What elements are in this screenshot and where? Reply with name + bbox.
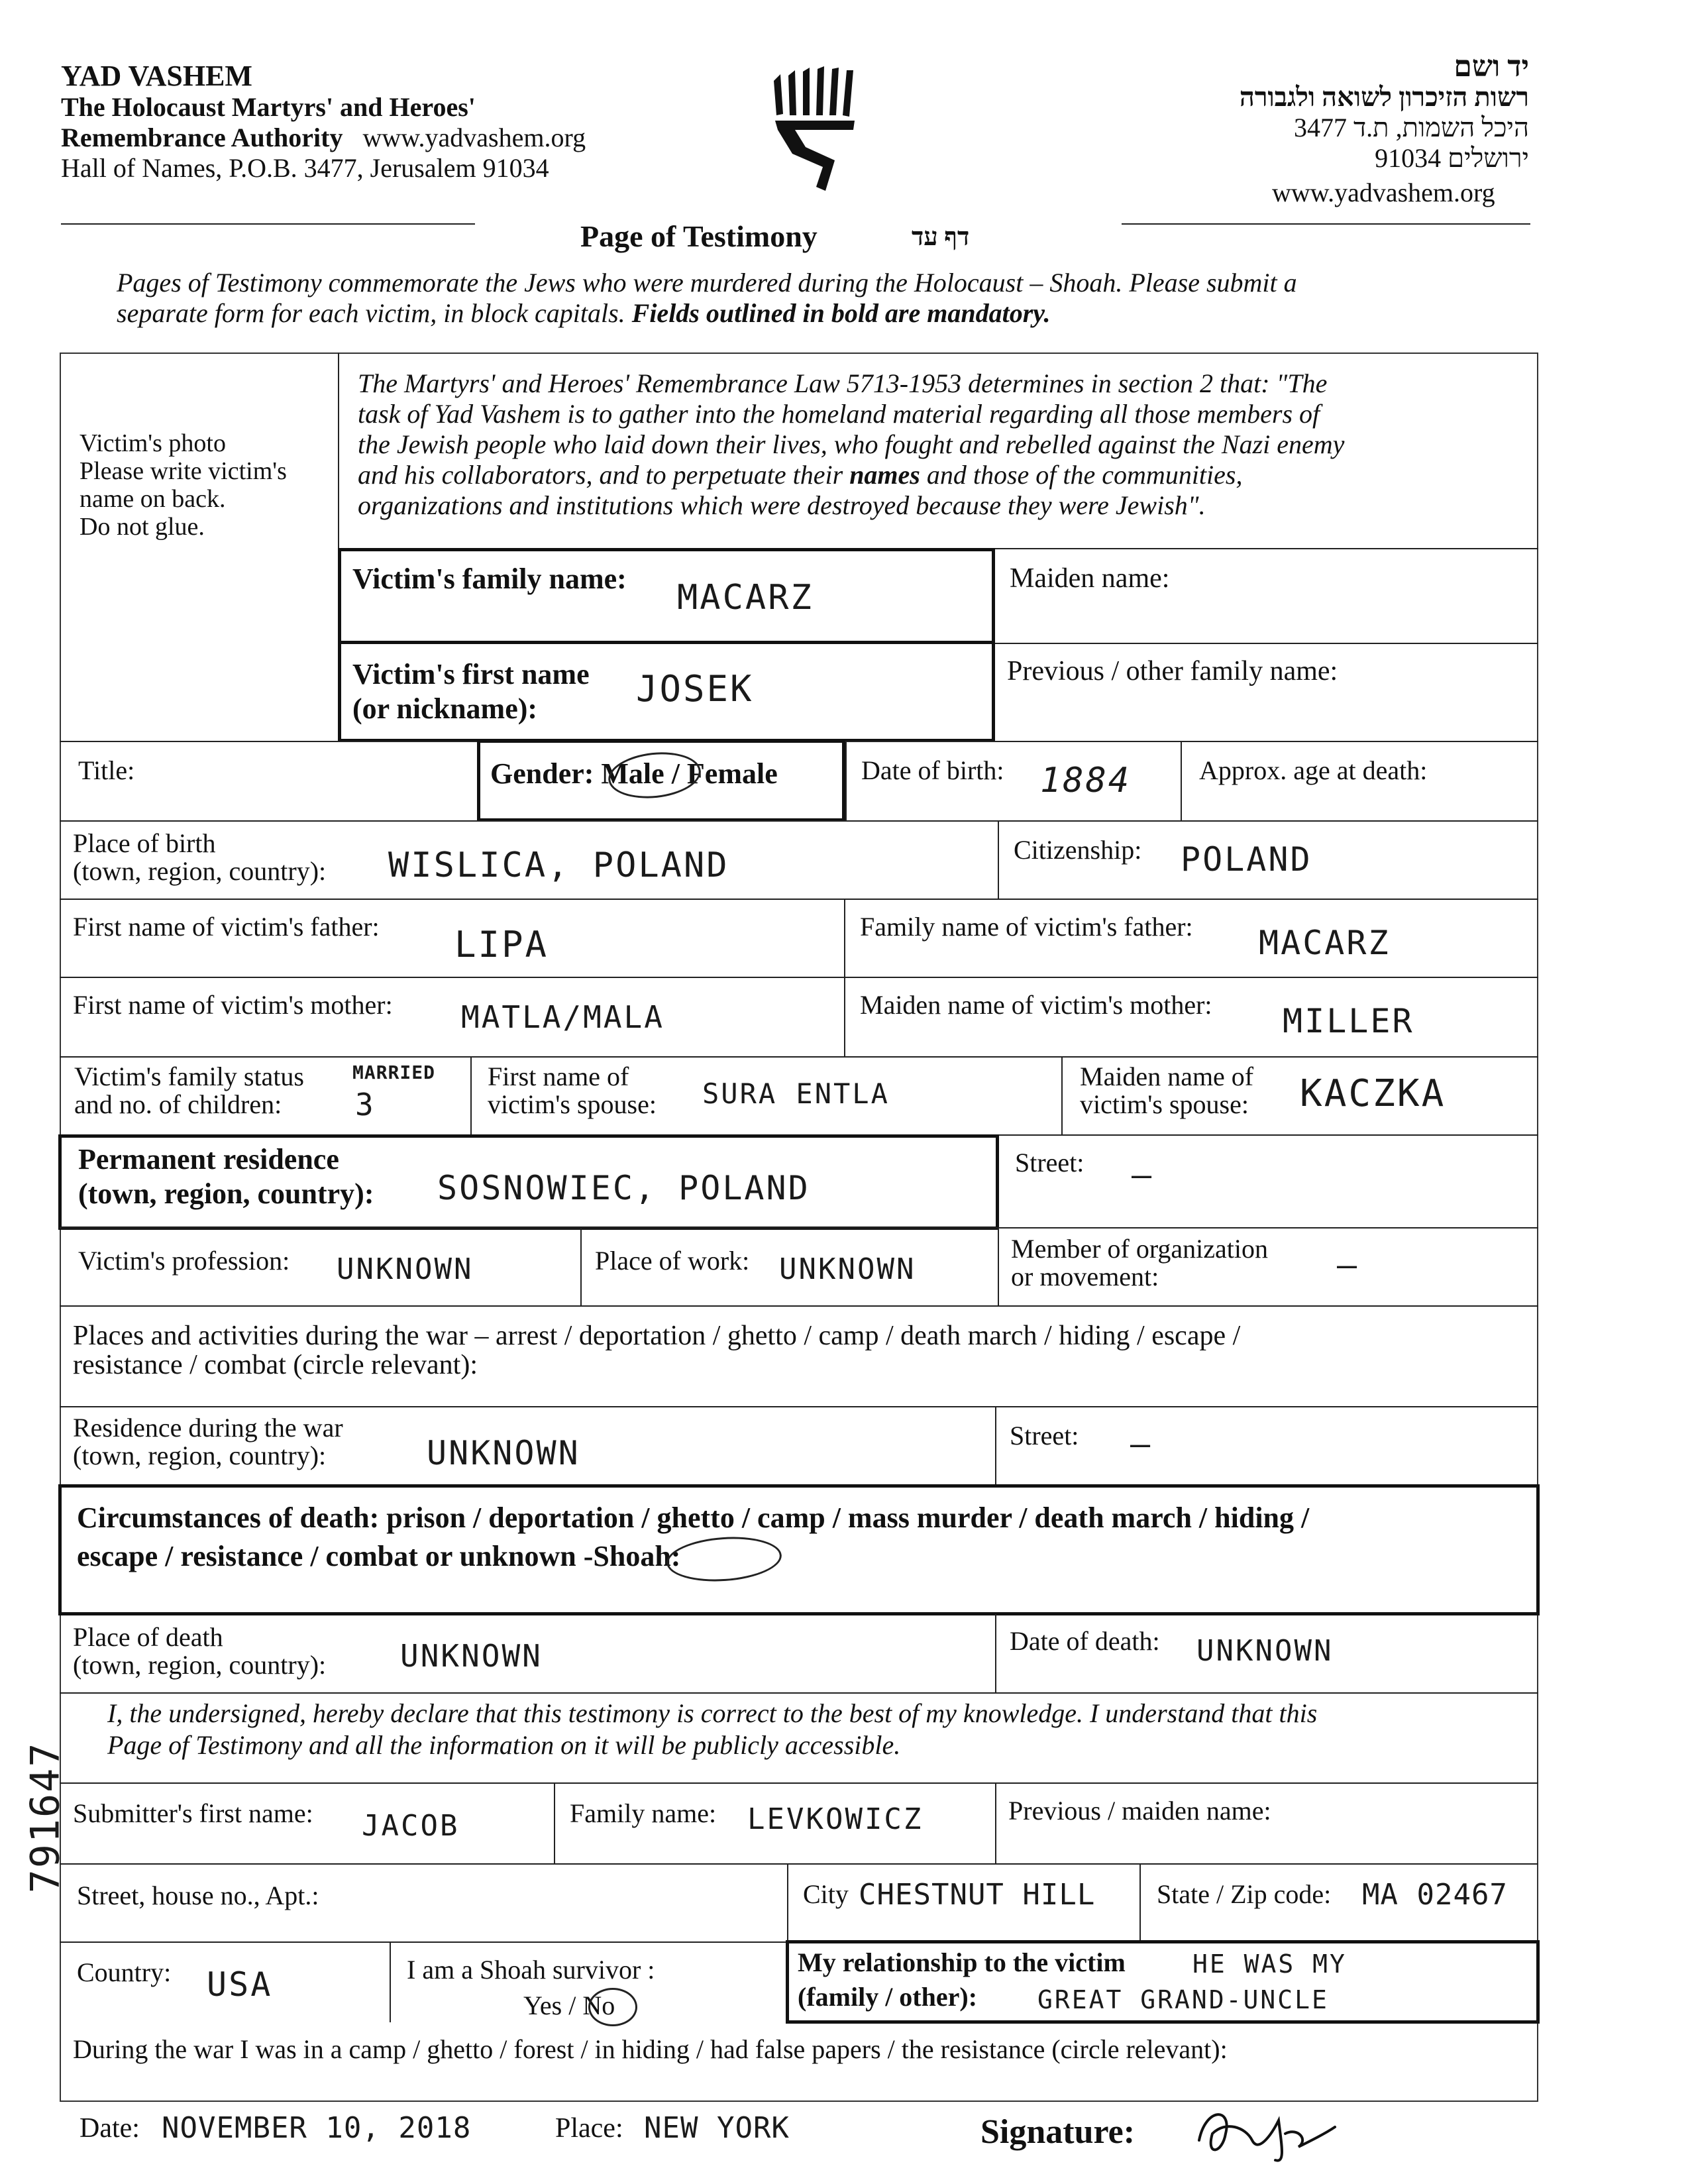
website-left: www.yadvashem.org xyxy=(362,123,586,152)
law-line-2: task of Yad Vashem is to gather into the homeland material regarding all those members of xyxy=(358,399,1320,429)
family-name-label: Victim's family name: xyxy=(352,563,627,595)
dod-value[interactable]: UNKNOWN xyxy=(1196,1634,1334,1668)
spouse-first-value[interactable]: SURA ENTLA xyxy=(702,1077,890,1110)
rule-father xyxy=(844,899,845,978)
rule-status-spouse xyxy=(470,1056,472,1136)
war-street-value[interactable]: — xyxy=(1130,1425,1153,1463)
rule-2812 xyxy=(60,1863,1538,1865)
rule-2690 xyxy=(60,1782,1538,1784)
survivor-no[interactable]: No xyxy=(582,1991,615,2020)
law-line-5: organizations and institutions which were destroyed because they were Jewish". xyxy=(358,490,1206,520)
residence-label-2: (town, region, country): xyxy=(78,1177,374,1210)
photo-line-1: Victim's photo xyxy=(79,429,226,457)
mother-maiden-label: Maiden name of victim's mother: xyxy=(860,990,1212,1020)
submitter-family-label: Family name: xyxy=(570,1798,717,1828)
family-status-label-1: Victim's family status xyxy=(74,1062,304,1091)
gender-label: Gender: xyxy=(490,757,594,790)
logo-flame-4 xyxy=(816,66,824,115)
submitter-family-value[interactable]: LEVKOWICZ xyxy=(747,1802,924,1836)
rule-work-org xyxy=(998,1227,999,1307)
maiden-name-label: Maiden name: xyxy=(1010,563,1170,594)
war-residence-label-2: (town, region, country): xyxy=(73,1441,327,1470)
heb-city: ירושלים 91034 xyxy=(1375,143,1529,173)
org-name: YAD VASHEM xyxy=(61,60,252,92)
rule-pod-dod xyxy=(995,1614,996,1692)
mother-maiden-value[interactable]: MILLER xyxy=(1283,1002,1414,1040)
dod-label: Date of death: xyxy=(1010,1626,1160,1656)
rule-1594 xyxy=(60,1056,1538,1058)
organization-value[interactable]: — xyxy=(1337,1246,1359,1284)
war-residence-value[interactable]: UNKNOWN xyxy=(427,1434,580,1472)
age-at-death-label: Approx. age at death: xyxy=(1199,755,1428,785)
form-title: Page of Testimony xyxy=(580,219,818,253)
signature-scribble xyxy=(1186,2094,1345,2167)
children-value[interactable]: 3 xyxy=(355,1087,376,1122)
family-name-value[interactable]: MACARZ xyxy=(677,578,814,618)
war-residence-label-1: Residence during the war xyxy=(73,1413,343,1443)
declaration-line-2: Page of Testimony and all the information on it will be publicly accessible. xyxy=(107,1730,901,1760)
pod-value[interactable]: UNKNOWN xyxy=(400,1638,543,1674)
residence-label xyxy=(78,1142,374,1211)
war-street-label: Street: xyxy=(1010,1421,1079,1450)
org-full-2: Remembrance Authority xyxy=(61,123,343,152)
rule-1356 xyxy=(60,899,1538,900)
margin-note: 791647 xyxy=(22,1741,69,1894)
header-rule-right xyxy=(1122,223,1530,225)
law-line-1: The Martyrs' and Heroes' Remembrance Law 5713-1953 determines in section 2 that: "The xyxy=(358,368,1328,398)
pod-label-1: Place of death xyxy=(73,1622,223,1652)
yad-vashem-logo xyxy=(768,61,861,193)
signature-path xyxy=(1199,2114,1335,2160)
street-value[interactable]: — xyxy=(1132,1156,1154,1194)
pod-label-2: (town, region, country): xyxy=(73,1650,327,1680)
form-title-hebrew: דף עד xyxy=(912,223,970,251)
father-first-value[interactable]: LIPA xyxy=(454,924,549,965)
first-name-label-1: Victim's first name xyxy=(352,658,590,690)
rule-sub-family xyxy=(995,1782,996,1865)
photo-instructions xyxy=(79,429,287,541)
submitter-first-label: Submitter's first name: xyxy=(73,1798,313,1828)
street-house-label: Street, house no., Apt.: xyxy=(77,1881,319,1910)
relationship-value-2[interactable]: GREAT GRAND-UNCLE xyxy=(1037,1985,1329,2014)
rule-2554 xyxy=(60,1692,1538,1694)
pob-label-2: (town, region, country): xyxy=(73,856,327,886)
war-places-text[interactable] xyxy=(73,1321,1240,1380)
spouse-first-label-2: victim's spouse: xyxy=(488,1089,657,1119)
heb-name: יד ושם xyxy=(1454,50,1529,83)
dob-value[interactable]: 1884 xyxy=(1040,761,1132,800)
rule-1970 xyxy=(60,1305,1538,1307)
logo-base xyxy=(775,121,855,191)
logo-flame-5 xyxy=(829,68,839,115)
dob-label: Date of birth: xyxy=(861,755,1004,785)
residence-value[interactable]: SOSNOWIEC, POLAND xyxy=(437,1169,810,1207)
rule-gender-dob xyxy=(845,741,847,822)
logo-flame-3 xyxy=(803,68,810,115)
work-label: Place of work: xyxy=(595,1246,750,1276)
street-label: Street: xyxy=(1015,1148,1084,1177)
citizenship-value[interactable]: POLAND xyxy=(1181,840,1312,879)
heb-hall: היכל השמות, ת.ד 3477 xyxy=(1293,113,1529,142)
state-zip-value[interactable]: MA 02467 xyxy=(1362,1878,1508,1912)
intro-line-1: Pages of Testimony commemorate the Jews who were murdered during the Holocaust – Shoah. Please submit a xyxy=(117,268,1297,298)
family-status-label-2: and no. of children: xyxy=(74,1089,282,1119)
rule-sub-first xyxy=(554,1782,555,1865)
date-value[interactable]: NOVEMBER 10, 2018 xyxy=(162,2111,472,2145)
title-label: Title: xyxy=(78,755,135,785)
rule-dob-age xyxy=(1181,741,1182,822)
intro-text xyxy=(117,268,1297,329)
address: Hall of Names, P.O.B. 3477, Jerusalem 91034 xyxy=(61,153,549,183)
declaration-line-1: I, the undersigned, hereby declare that this testimony is correct to the best of my knowledge. I understand that this xyxy=(107,1698,1318,1728)
law-line-4a: and his collaborators, and to perpetuate their xyxy=(358,460,843,490)
spouse-maiden-label xyxy=(1080,1063,1253,1119)
org-full-1: The Holocaust Martyrs' and Heroes' xyxy=(61,92,476,122)
previous-name-label: Previous / other family name: xyxy=(1007,656,1338,686)
photo-line-4: Do not glue. xyxy=(79,513,205,541)
declaration-text xyxy=(107,1698,1317,1761)
organization-label-1: Member of organization xyxy=(1011,1234,1269,1264)
survivor-label: I am a Shoah survivor : xyxy=(407,1955,655,1985)
rule-970 xyxy=(995,643,1538,644)
place-value[interactable]: NEW YORK xyxy=(644,2111,790,2145)
pod-label xyxy=(73,1623,326,1679)
relationship-value-1[interactable]: HE WAS MY xyxy=(1192,1949,1347,1979)
hebrew-block xyxy=(1240,52,1529,174)
profession-label: Victim's profession: xyxy=(78,1246,290,1276)
residence-label-1: Permanent residence xyxy=(78,1143,339,1175)
organization-label xyxy=(1011,1235,1268,1291)
family-status-label xyxy=(74,1063,304,1119)
spouse-maiden-label-2: victim's spouse: xyxy=(1080,1089,1249,1119)
logo-flame-2 xyxy=(788,70,796,115)
pob-label-1: Place of birth xyxy=(73,828,216,858)
rule-mother xyxy=(844,977,845,1058)
relationship-label-2: (family / other): xyxy=(798,1982,978,2012)
heb-full: רשות הזיכרון לשואה ולגבורה xyxy=(1239,82,1529,112)
spouse-maiden-label-1: Maiden name of xyxy=(1080,1062,1254,1091)
work-value[interactable]: UNKNOWN xyxy=(779,1252,916,1286)
pob-label xyxy=(73,830,326,885)
place-label: Place: xyxy=(555,2113,623,2144)
submitter-previous-label: Previous / maiden name: xyxy=(1008,1796,1271,1826)
war-places-line-1: Places and activities during the war – arrest / deportation / ghetto / camp / death march / hiding / escape / xyxy=(73,1321,1241,1351)
city-label: City xyxy=(803,1879,849,1909)
relationship-label-1: My relationship to the victim xyxy=(798,1947,1126,1977)
citizenship-label: Citizenship: xyxy=(1014,835,1142,865)
rule-street-city xyxy=(787,1863,788,1943)
mother-first-value[interactable]: MATLA/MALA xyxy=(461,999,664,1035)
intro-line-2: separate form for each victim, in block capitals. xyxy=(117,298,625,328)
logo-flame-6 xyxy=(843,70,853,117)
intro-mandatory: Fields outlined in bold are mandatory. xyxy=(631,298,1051,328)
gender-female[interactable]: / Female xyxy=(671,757,778,790)
gender-male[interactable]: Male xyxy=(601,757,664,790)
spouse-first-label-1: First name of xyxy=(488,1062,629,1091)
logo-flame-1 xyxy=(774,74,783,115)
first-name-label xyxy=(352,657,590,726)
mother-first-label: First name of victim's mother: xyxy=(73,990,393,1020)
city-value[interactable]: CHESTNUT HILL xyxy=(859,1878,1096,1912)
war-places-line-2: resistance / combat (circle relevant): xyxy=(73,1350,478,1380)
state-zip-label: State / Zip code: xyxy=(1157,1879,1332,1909)
law-text xyxy=(358,368,1344,521)
signature-label: Signature: xyxy=(980,2113,1136,2151)
photo-line-3: name on back. xyxy=(79,485,226,513)
survivor-no-circle xyxy=(588,1988,637,2026)
spouse-maiden-value[interactable]: KACZKA xyxy=(1300,1072,1446,1115)
law-line-4c: and those of the communities, xyxy=(926,460,1243,490)
rule-city-state xyxy=(1139,1863,1141,1943)
during-war-text[interactable]: During the war I was in a camp / ghetto / forest / in hiding / had false papers / the resistance (circle relevant): xyxy=(73,2034,1228,2064)
circumstances-shoah[interactable]: Shoah: xyxy=(593,1540,681,1572)
rule-1474 xyxy=(60,977,1538,978)
country-value[interactable]: USA xyxy=(207,1965,273,2004)
rule-country-survivor xyxy=(390,1941,391,2022)
rule-war-res xyxy=(995,1406,996,1486)
date-label: Date: xyxy=(79,2113,140,2144)
first-name-label-2: (or nickname): xyxy=(352,692,538,725)
father-first-label: First name of victim's father: xyxy=(73,912,380,942)
first-name-value[interactable]: JOSEK xyxy=(636,668,754,710)
website-right: www.yadvashem.org xyxy=(1272,178,1495,207)
submitter-first-value[interactable]: JACOB xyxy=(362,1809,460,1843)
rule-2122 xyxy=(60,1406,1538,1407)
survivor-yes[interactable]: Yes / xyxy=(523,1991,576,2020)
rule-pob-cit xyxy=(998,820,999,899)
father-family-label: Family name of victim's father: xyxy=(860,912,1193,942)
profession-value[interactable]: UNKNOWN xyxy=(337,1252,474,1286)
rule-1238 xyxy=(60,820,1538,822)
rule-spouse xyxy=(1061,1056,1063,1136)
circumstances-line-2a: escape / resistance / combat or unknown - xyxy=(77,1540,594,1572)
org-name-block xyxy=(61,61,586,184)
war-residence-label xyxy=(73,1414,343,1470)
organization-label-2: or movement: xyxy=(1011,1262,1159,1291)
law-line-3: the Jewish people who laid down their lives, who fought and rebelled against the Nazi enemy xyxy=(358,429,1345,459)
rule-1852 xyxy=(60,1227,1538,1228)
circumstances-line-1: Circumstances of death: prison / deportation / ghetto / camp / mass murder / death march / hiding / xyxy=(77,1502,1310,1534)
father-family-value[interactable]: MACARZ xyxy=(1259,924,1391,962)
pob-value[interactable]: WISLICA, POLAND xyxy=(388,846,729,885)
law-line-4b: names xyxy=(849,460,920,490)
country-label: Country: xyxy=(77,1957,172,1987)
header-rule-left xyxy=(61,223,475,225)
family-status-value[interactable]: MARRIED xyxy=(352,1062,436,1083)
spouse-first-label xyxy=(488,1063,657,1119)
photo-line-2: Please write victim's xyxy=(79,457,287,485)
rule-prof-work xyxy=(580,1227,582,1307)
